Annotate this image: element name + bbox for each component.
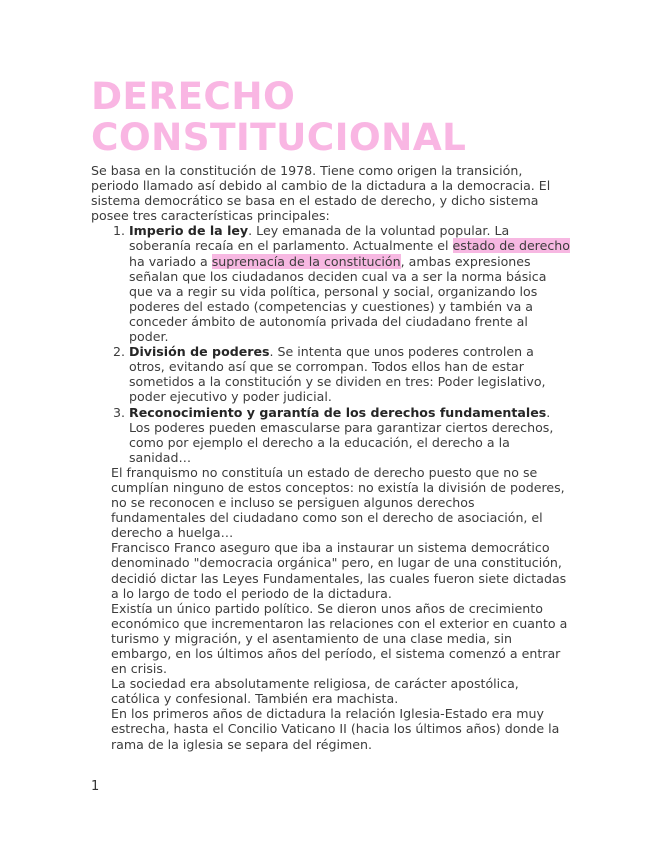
list-item-heading: División de poderes <box>129 344 270 360</box>
list-item-text: . Ley emanada de la voluntad popular. La soberanía recaía en el parlamento. Actualmente el <box>129 223 510 254</box>
list-item-division <box>129 344 571 404</box>
paragraph-franco: Francisco Franco aseguro que iba a instaurar un sistema democrático denominado "democracia orgánica" pero, en lugar de una constitución, decidió dictar las Leyes Fundamentales, las cuales fueron siete dictadas a lo largo de todo el periodo de la dictadura. <box>111 540 567 601</box>
list-item-text: . Se intenta que unos poderes controlen a otros, evitando así que se corrompan. Todos ellos han de estar sometidos a la constitución y se dividen en tres: Poder legislativo, poder ejecutivo y poder judicial. <box>129 344 546 405</box>
list-item-imperio <box>129 223 571 344</box>
list-item-text: . Los poderes pueden emascularse para garantizar ciertos derechos, como por ejemplo el derecho a la educación, el derecho a la sanidad… <box>129 404 554 465</box>
paragraph-iglesia: En los primeros años de dictadura la relación Iglesia-Estado era muy estrecha, hasta el Concilio Vaticano II (hacia los últimos años) donde la rama de la iglesia se separa del régimen. <box>111 706 560 752</box>
highlight-supremacia: supremacía de la constitución <box>211 253 401 269</box>
list-item-reconocimiento <box>129 405 571 465</box>
body-paragraphs <box>91 465 571 752</box>
paragraph-franquismo: El franquismo no constituía un estado de derecho puesto que no se cumplían ninguno de estos conceptos: no existía la división de poderes, no se reconocen e incluso se persiguen algunos derechos fundamentales del ciudadano como son el derecho de asociación, el derecho a huelga… <box>111 464 565 541</box>
title-line-1: DERECHO <box>91 74 296 118</box>
page-number: 1 <box>91 779 100 794</box>
document-body <box>91 163 571 752</box>
page-title <box>91 76 466 158</box>
intro-paragraph: Se basa en la constitución de 1978. Tiene como origen la transición, periodo llamado así debido al cambio de la dictadura a la democracia. El sistema democrático se basa en el estado de derecho, y dicho sistema posee tres características principales: <box>91 163 551 224</box>
list-item-text: ha variado a <box>129 253 212 269</box>
list-item-heading: Imperio de la ley <box>129 223 249 239</box>
characteristics-list <box>91 223 571 465</box>
paragraph-sociedad: La sociedad era absolutamente religiosa, de carácter apostólica, católica y confesional. También era machista. <box>111 676 519 707</box>
list-item-heading: Reconocimiento y garantía de los derechos fundamentales <box>129 404 547 420</box>
paragraph-partido: Existía un único partido político. Se dieron unos años de crecimiento económico que incrementaron las relaciones con el exterior en cuanto a turismo y migración, y el asentamiento de una clase media, sin embargo, en los últimos años del período, el sistema comenzó a entrar en crisis. <box>111 600 568 677</box>
highlight-estado-de-derecho: estado de derecho <box>452 238 570 254</box>
list-item-text: , ambas expresiones señalan que los ciudadanos deciden cual va a ser la norma básica que va a regir su vida política, personal y social, organizando los poderes del estado (competencias y cuestiones) y también va a conceder ámbito de autonomía privada del ciudadano frente al poder. <box>129 253 547 345</box>
title-line-2: CONSTITUCIONAL <box>91 115 467 159</box>
